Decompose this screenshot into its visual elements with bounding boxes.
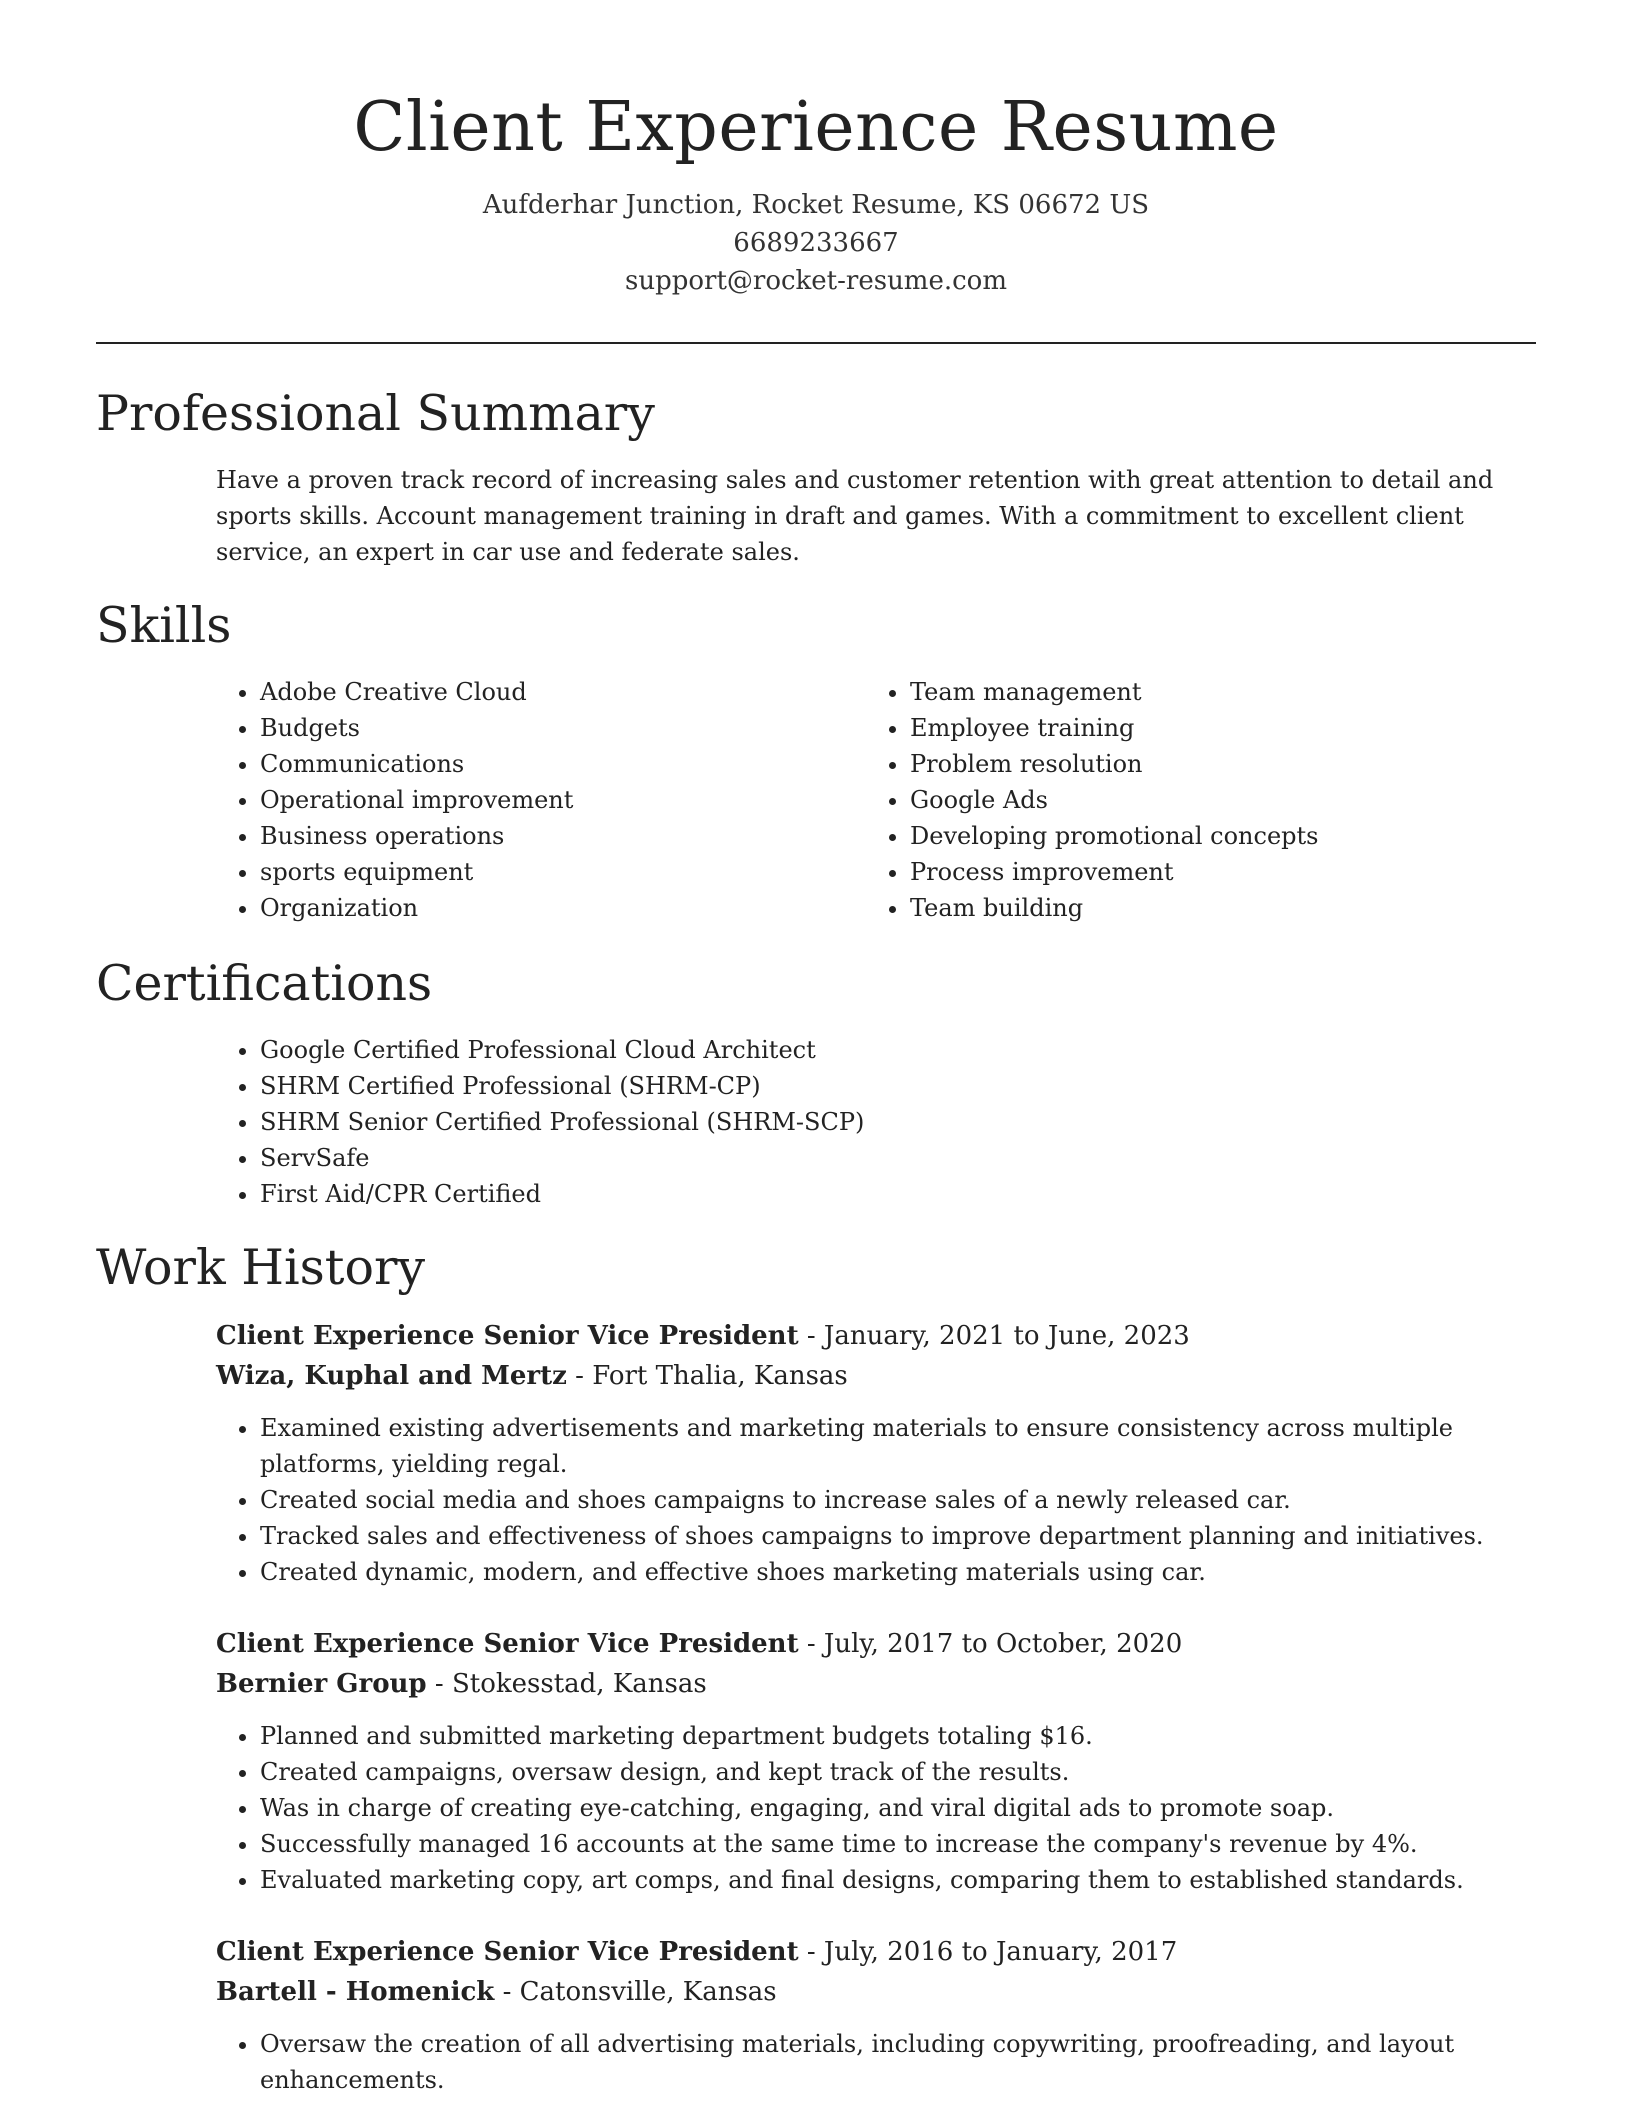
skills-list-right bbox=[866, 674, 1550, 926]
job-dates: July, 2017 to October, 2020 bbox=[823, 1629, 1183, 1659]
certification-item: • SHRM Certified Professional (SHRM-CP) bbox=[260, 1068, 1540, 1104]
header-divider bbox=[96, 342, 1536, 344]
job-title-line bbox=[216, 1624, 1182, 1664]
skill-item: • Operational improvement bbox=[260, 782, 820, 818]
job-dates: January, 2021 to June, 2023 bbox=[823, 1321, 1190, 1351]
certification-item: • First Aid/CPR Certified bbox=[260, 1176, 1540, 1212]
job-bullet: • Tracked sales and effectiveness of shoes campaigns to improve department planning and initiatives. bbox=[260, 1518, 1520, 1554]
summary-text: Have a proven track record of increasing sales and customer retention with great attention to detail and sports skills. Account management training in draft and games. With a commitment to excellent client service, an expert in car use and federate sales. bbox=[216, 466, 1494, 566]
resume-header bbox=[0, 0, 1632, 300]
job-role: Client Experience Senior Vice President bbox=[216, 1321, 799, 1351]
skill-item: • Problem resolution bbox=[910, 746, 1550, 782]
contact-block bbox=[0, 186, 1632, 300]
summary-heading: Professional Summary bbox=[96, 385, 655, 442]
job-location: Stokesstad, Kansas bbox=[451, 1669, 707, 1699]
skill-item: • Process improvement bbox=[910, 854, 1550, 890]
job-bullet: • Examined existing advertisements and marketing materials to ensure consistency across multiple platforms, yielding regal. bbox=[260, 1410, 1520, 1482]
job-location: Fort Thalia, Kansas bbox=[592, 1361, 848, 1391]
job-bullets bbox=[216, 1718, 1560, 1898]
skill-item: • Organization bbox=[260, 890, 820, 926]
skills-list-left bbox=[216, 674, 820, 926]
job-company: Bartell - Homenick bbox=[216, 1977, 495, 2007]
job-company-line bbox=[216, 1664, 707, 1704]
job-bullet: • Evaluated marketing copy, art comps, and final designs, comparing them to established standards. bbox=[260, 1862, 1560, 1898]
skill-item: • Google Ads bbox=[910, 782, 1550, 818]
job-bullet: • Oversaw the creation of all advertising materials, including copywriting, proofreading, and layout enhancements. bbox=[260, 2026, 1520, 2098]
job-role: Client Experience Senior Vice President bbox=[216, 1937, 799, 1967]
job-role: Client Experience Senior Vice President bbox=[216, 1629, 799, 1659]
job-company: Wiza, Kuphal and Mertz bbox=[216, 1361, 567, 1391]
job-location: Catonsville, Kansas bbox=[519, 1977, 777, 2007]
job-title-line bbox=[216, 1316, 1190, 1356]
skill-item: • Business operations bbox=[260, 818, 820, 854]
certifications-list bbox=[216, 1032, 1540, 1212]
skill-item: • Communications bbox=[260, 746, 820, 782]
job-company-line bbox=[216, 1356, 848, 1396]
skill-item: • Budgets bbox=[260, 710, 820, 746]
job-company-line bbox=[216, 1972, 777, 2012]
separator: - bbox=[494, 1977, 520, 2007]
certifications-heading: Certifications bbox=[96, 955, 433, 1012]
skill-item: • Team management bbox=[910, 674, 1550, 710]
separator: - bbox=[798, 1321, 824, 1351]
resume-title: Client Experience Resume bbox=[353, 88, 1279, 167]
separator: - bbox=[798, 1937, 824, 1967]
job-company: Bernier Group bbox=[216, 1669, 427, 1699]
contact-phone: 6689233667 bbox=[733, 228, 899, 258]
separator: - bbox=[798, 1629, 824, 1659]
certification-item: • ServSafe bbox=[260, 1140, 1540, 1176]
skills-heading: Skills bbox=[96, 597, 232, 654]
job-bullet: • Created dynamic, modern, and effective shoes marketing materials using car. bbox=[260, 1554, 1520, 1590]
job-bullet: • Successfully managed 16 accounts at the same time to increase the company's revenue by 4%. bbox=[260, 1826, 1560, 1862]
job-bullet: • Created campaigns, oversaw design, and kept track of the results. bbox=[260, 1754, 1560, 1790]
job-bullet: • Created social media and shoes campaigns to increase sales of a newly released car. bbox=[260, 1482, 1520, 1518]
certification-item: • SHRM Senior Certified Professional (SHRM-SCP) bbox=[260, 1104, 1540, 1140]
certification-item: • Google Certified Professional Cloud Architect bbox=[260, 1032, 1540, 1068]
contact-address: Aufderhar Junction, Rocket Resume, KS 06672 US bbox=[482, 190, 1150, 220]
job-dates: July, 2016 to January, 2017 bbox=[823, 1937, 1178, 1967]
work-history-heading: Work History bbox=[96, 1239, 426, 1296]
job-title-line bbox=[216, 1932, 1177, 1972]
job-bullet: • Was in charge of creating eye-catching, engaging, and viral digital ads to promote soap. bbox=[260, 1790, 1560, 1826]
job-bullet: • Planned and submitted marketing department budgets totaling $16. bbox=[260, 1718, 1560, 1754]
skill-item: • Employee training bbox=[910, 710, 1550, 746]
separator: - bbox=[566, 1361, 593, 1391]
skill-item: • Adobe Creative Cloud bbox=[260, 674, 820, 710]
skill-item: • Developing promotional concepts bbox=[910, 818, 1550, 854]
skill-item: • Team building bbox=[910, 890, 1550, 926]
job-bullets bbox=[216, 1410, 1520, 1590]
job-bullets bbox=[216, 2026, 1520, 2098]
contact-email: support@rocket-resume.com bbox=[624, 266, 1007, 296]
skill-item: • sports equipment bbox=[260, 854, 820, 890]
separator: - bbox=[426, 1669, 452, 1699]
